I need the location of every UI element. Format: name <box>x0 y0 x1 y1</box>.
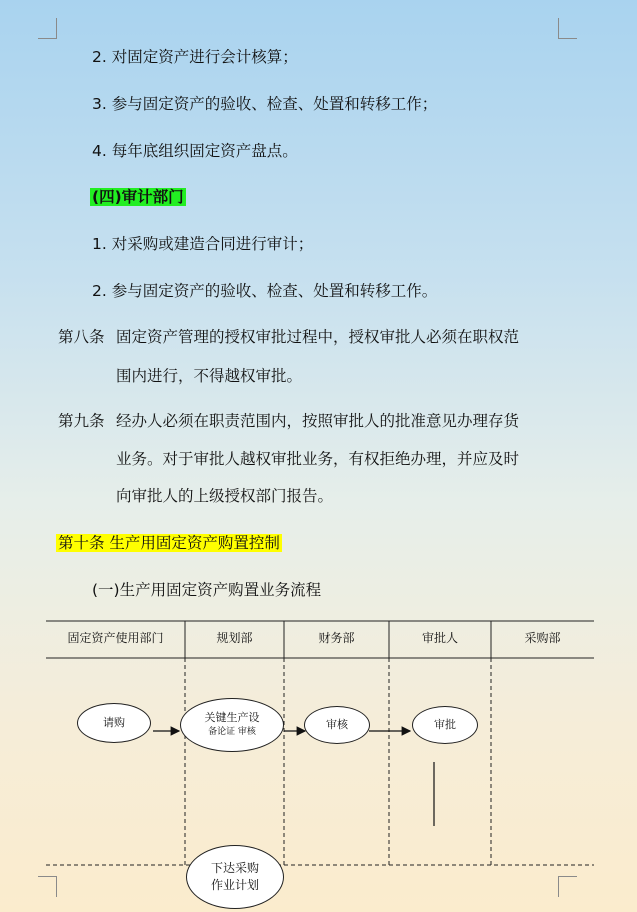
flow-node-text: 作业计划 <box>210 878 259 892</box>
flow-node-approve: 审批 <box>412 706 478 744</box>
column-header: 审批人 <box>421 631 458 645</box>
article-text: 经办人必须在职责范围内，按照审批人的批准意见办理存货 <box>116 412 520 430</box>
article-heading-text: 第十条 生产用固定资产购置控制 <box>58 534 280 552</box>
article-label: 第九条 <box>58 412 105 430</box>
flow-node-text: 备论证 审核 <box>208 727 256 737</box>
section-heading-text: (四)审计部门 <box>92 188 184 206</box>
column-header: 固定资产使用部门 <box>67 631 164 645</box>
flow-node-finance-review: 审核 <box>304 706 370 744</box>
flow-node-key-equipment-review <box>180 698 284 752</box>
list-item: 1. 对采购或建造合同进行审计； <box>92 235 314 253</box>
article-label: 第八条 <box>58 328 105 346</box>
article-text: 业务。对于审批人越权审批业务，有权拒绝办理，并应及时 <box>116 450 520 468</box>
flow-node-issue-purchase-plan <box>186 845 284 909</box>
article-text: 围内进行，不得越权审批。 <box>116 367 303 385</box>
article-text: 向审批人的上级授权部门报告。 <box>116 487 334 505</box>
list-item: 3. 参与固定资产的验收、检查、处置和转移工作； <box>92 95 438 113</box>
list-item: 2. 参与固定资产的验收、检查、处置和转移工作。 <box>92 282 438 300</box>
list-item: 2. 对固定资产进行会计核算； <box>92 48 298 66</box>
flow-node-request: 请购 <box>77 703 151 743</box>
list-item: 4. 每年底组织固定资产盘点。 <box>92 142 298 160</box>
flow-node-text: 下达采购 <box>210 861 259 875</box>
flow-node-text: 关键生产设 <box>204 711 260 724</box>
article-text: 固定资产管理的授权审批过程中，授权审批人必须在职权范 <box>116 328 520 346</box>
column-header: 规划部 <box>216 631 253 645</box>
column-header: 财务部 <box>318 631 355 645</box>
column-header: 采购部 <box>524 631 561 645</box>
subsection-title: (一)生产用固定资产购置业务流程 <box>92 581 322 599</box>
